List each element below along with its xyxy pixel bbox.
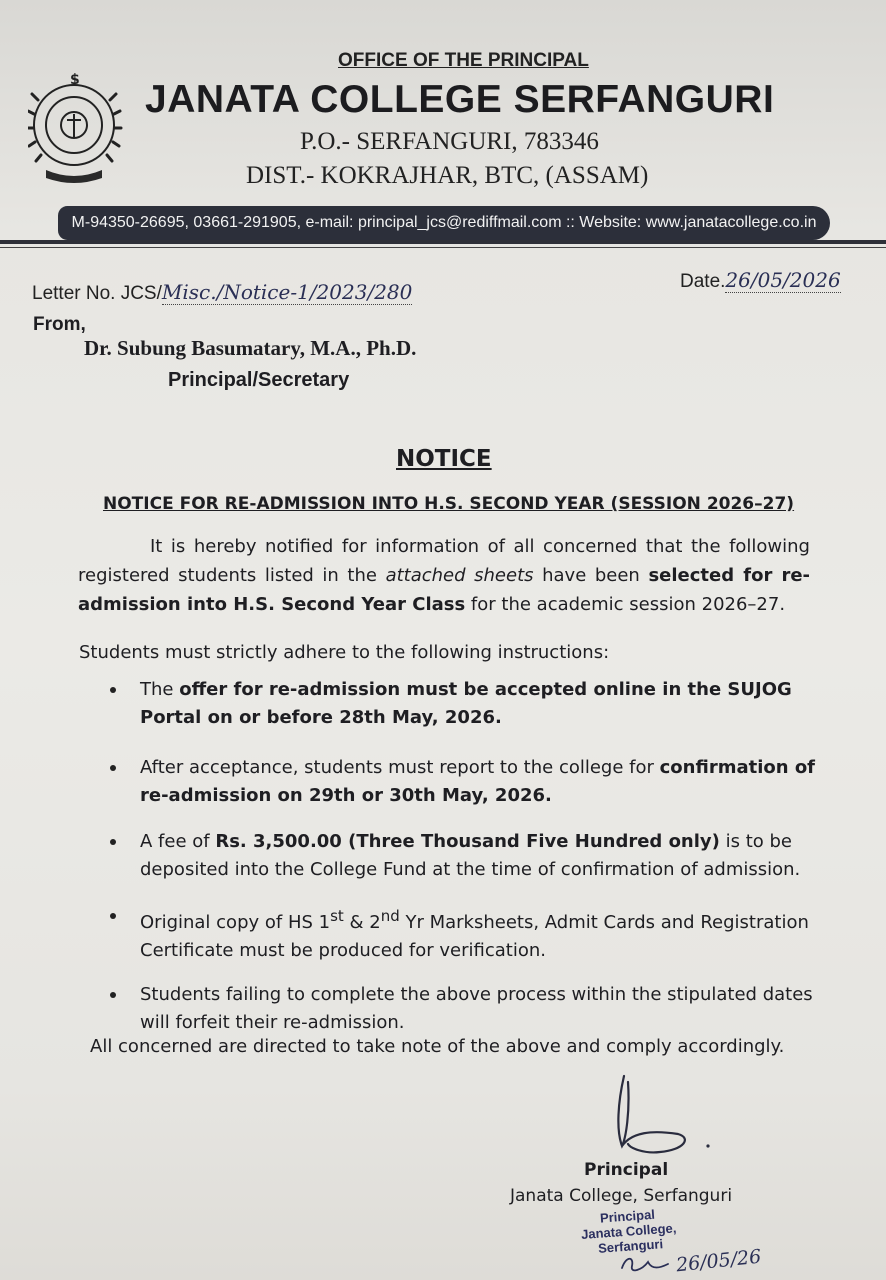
item-text: A fee of [140, 831, 216, 852]
from-label: From, [33, 314, 86, 335]
instructions-intro: Students must strictly adhere to the following instructions: [79, 642, 610, 663]
para-text: for the academic session 2026–27. [465, 594, 786, 615]
svg-text:$: $ [70, 72, 80, 88]
header-divider-thin [0, 247, 886, 248]
office-heading: OFFICE OF THE PRINCIPAL [338, 50, 589, 71]
item-text: is to be deposited into the College Fund at the time of confirmation of admission. [140, 831, 801, 880]
sender-name: Dr. Subung Basumatary, M.A., Ph.D. [84, 336, 417, 360]
principal-signature [600, 1072, 720, 1162]
para-italic: attached sheets [385, 565, 534, 586]
address-district: DIST.- KOKRAJHAR, BTC, (ASSAM) [246, 162, 649, 189]
item-text: & 2 [343, 912, 381, 933]
list-item [110, 676, 815, 732]
stamp-line: Serfanguri [597, 1236, 664, 1256]
signatory-title: Principal [584, 1160, 669, 1180]
item-text: After acceptance, students must report to the college for [140, 757, 660, 778]
notice-body-paragraph [78, 532, 810, 619]
list-item [110, 902, 815, 965]
list-item [110, 754, 815, 810]
closing-line: All concerned are directed to take note of the above and comply accordingly. [90, 1036, 785, 1057]
contact-bar: M-94350-26695, 03661-291905, e-mail: principal_jcs@rediffmail.com :: Website: www.janatacollege.co.in [58, 206, 830, 240]
letter-date [680, 268, 841, 293]
item-text: Students failing to complete the above process within the stipulated dates will forfeit their re-admission. [140, 984, 813, 1033]
item-bold: Rs. 3,500.00 (Three Thousand Five Hundred only) [215, 831, 720, 852]
bullet-icon [110, 839, 116, 845]
date-handwritten: 26/05/2026 [725, 268, 841, 292]
date-label: Date. [680, 271, 726, 292]
item-bold: confirmation of re-admission on 29th or 30th May, 2026. [140, 757, 816, 806]
item-text: Original copy of HS 1 [140, 912, 331, 933]
header-divider [0, 240, 886, 244]
bullet-icon [110, 687, 116, 693]
bullet-icon [110, 992, 116, 998]
letter-number-label: Letter No. JCS/ [32, 283, 162, 304]
stamp-line: Principal [599, 1206, 656, 1226]
signatory-college: Janata College, Serfanguri [510, 1186, 733, 1206]
bullet-icon [110, 913, 116, 919]
stamp-date: 26/05/26 [675, 1245, 763, 1277]
stamp-line: Janata College, [580, 1220, 677, 1242]
college-name: JANATA COLLEGE SERFANGURI [145, 78, 775, 121]
letter-number [32, 280, 412, 305]
list-item [110, 828, 815, 884]
list-item [110, 981, 815, 1037]
sender-title: Principal/Secretary [168, 369, 350, 391]
para-bold: selected for re-admission into H.S. Second Year Class [78, 565, 811, 615]
notice-heading: NOTICE [396, 446, 492, 472]
college-emblem-logo [28, 70, 126, 188]
item-superscript: st [330, 907, 344, 925]
bullet-icon [110, 765, 116, 771]
item-bold: offer for re-admission must be accepted online in the SUJOG Portal on or before 28th May, 2026. [140, 679, 792, 728]
item-superscript: nd [380, 907, 400, 925]
letter-number-handwritten: Misc./Notice-1/2023/280 [161, 280, 413, 304]
para-text: It is hereby notified for information of all concerned that the following registered students listed in the [78, 536, 810, 586]
address-po: P.O.- SERFANGURI, 783346 [300, 128, 599, 155]
item-text: The [140, 679, 180, 700]
notice-subject: NOTICE FOR RE-ADMISSION INTO H.S. SECOND YEAR (SESSION 2026–27) [103, 494, 795, 514]
instructions-list [110, 676, 815, 1037]
para-text: have been [533, 565, 649, 586]
item-text: Yr Marksheets, Admit Cards and Registration Certificate must be produced for verification. [140, 912, 809, 961]
